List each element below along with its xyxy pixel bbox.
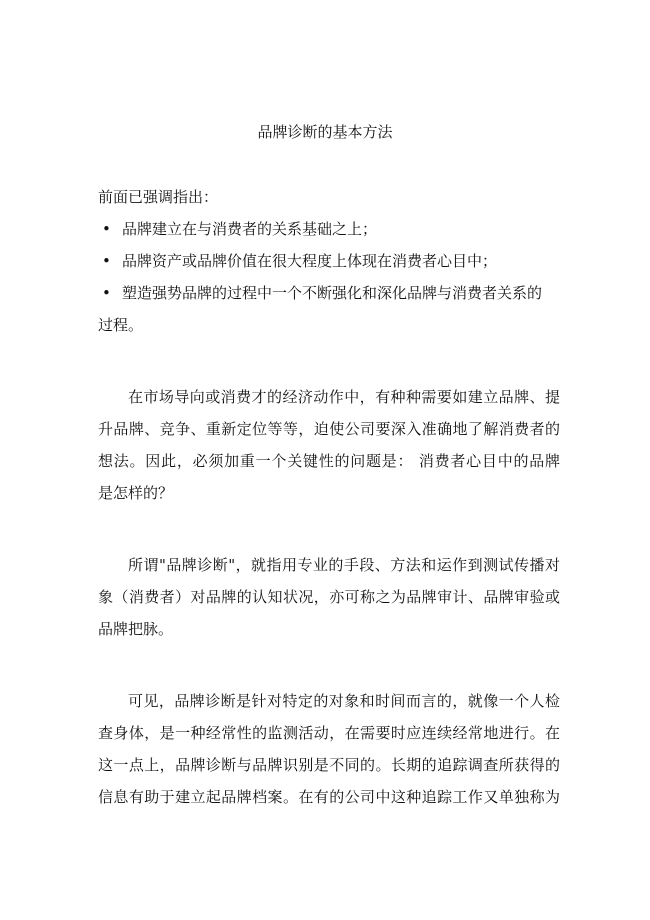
paragraph-1 [98, 381, 560, 509]
document-title: 品牌诊断的基本方法 [257, 123, 393, 141]
bullet-text: 品牌资产或品牌价值在很大程度上体现在消费者心目中； [122, 252, 498, 270]
paragraph-line: 品牌把脉。 [98, 620, 174, 638]
bullet-item [98, 245, 560, 277]
paragraph-line: 升品牌、竞争、重新定位等等，迫使公司要深入准确地了解消费者的 [98, 420, 560, 438]
paragraph-line: 是怎样的？ [98, 484, 174, 502]
bullet-item [98, 277, 560, 309]
paragraph-line: 在市场导向或消费才的经济动作中，有种种需要如建立品牌、提 [128, 388, 560, 406]
bullet-dot-icon: • [102, 252, 111, 270]
paragraph-3 [98, 685, 560, 813]
bullet-text: 塑造强势品牌的过程中一个不断强化和深化品牌与消费者关系的 [122, 284, 543, 302]
paragraph-line: 可见，品牌诊断是针对特定的对象和时间而言的，就像一个人检 [128, 692, 560, 710]
bullet-dot-icon: • [102, 284, 111, 302]
paragraph-line: 想法。因此，必须加重一个关键性的问题是： 消费者心目中的品牌 [98, 452, 560, 470]
paragraph-line: 查身体，是一种经常性的监测活动，在需要时应连续经常地进行。在 [98, 724, 560, 742]
intro-line: 前面已强调指出： [98, 188, 219, 206]
paragraph-line: 这一点上，品牌诊断与品牌识别是不同的。长期的追踪调查所获得的 [98, 756, 560, 774]
paragraph-line: 象（消费者）对品牌的认知状况，亦可称之为品牌审计、品牌审验或 [98, 588, 560, 606]
bullet-text: 品牌建立在与消费者的关系基础之上； [122, 220, 378, 238]
paragraph-line: 信息有助于建立起品牌档案。在有的公司中这种追踪工作又单独称为 [98, 788, 560, 806]
bullet-continuation: 过程。 [98, 316, 144, 334]
document-body [98, 181, 560, 813]
paragraph-2 [98, 549, 560, 645]
paragraph-line: 所谓"品牌诊断"，就指用专业的手段、方法和运作到测试传播对 [128, 556, 560, 574]
bullet-dot-icon: • [102, 220, 111, 238]
bullet-item [98, 213, 560, 245]
